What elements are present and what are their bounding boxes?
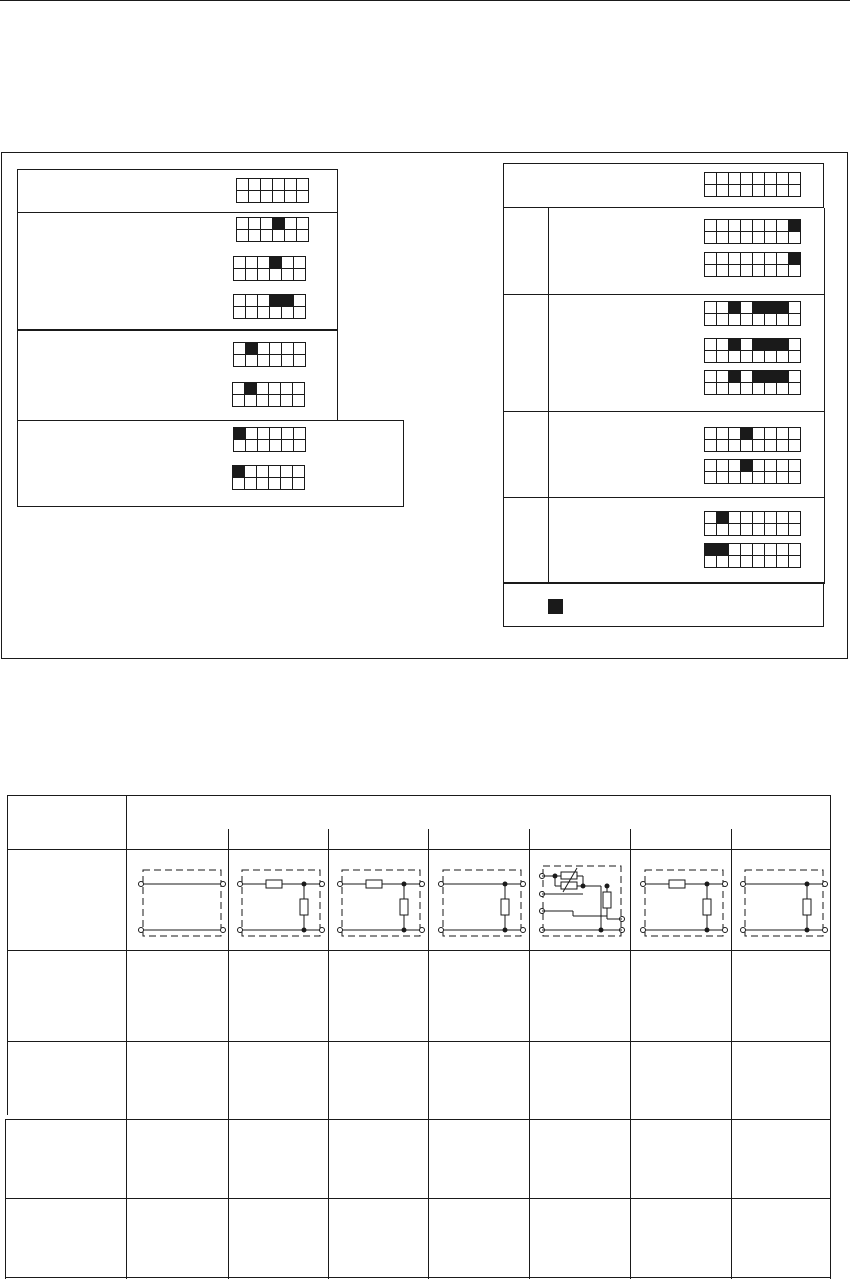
circuit-bridge-network: [540, 866, 625, 936]
circuit-series-shunt: [641, 870, 728, 936]
circuit-shunt: [741, 870, 828, 936]
circuit-series-shunt: [238, 870, 325, 936]
circuit-shunt: [439, 870, 526, 936]
circuit-open: [139, 870, 226, 936]
circuit-series-shunt: [338, 870, 425, 936]
